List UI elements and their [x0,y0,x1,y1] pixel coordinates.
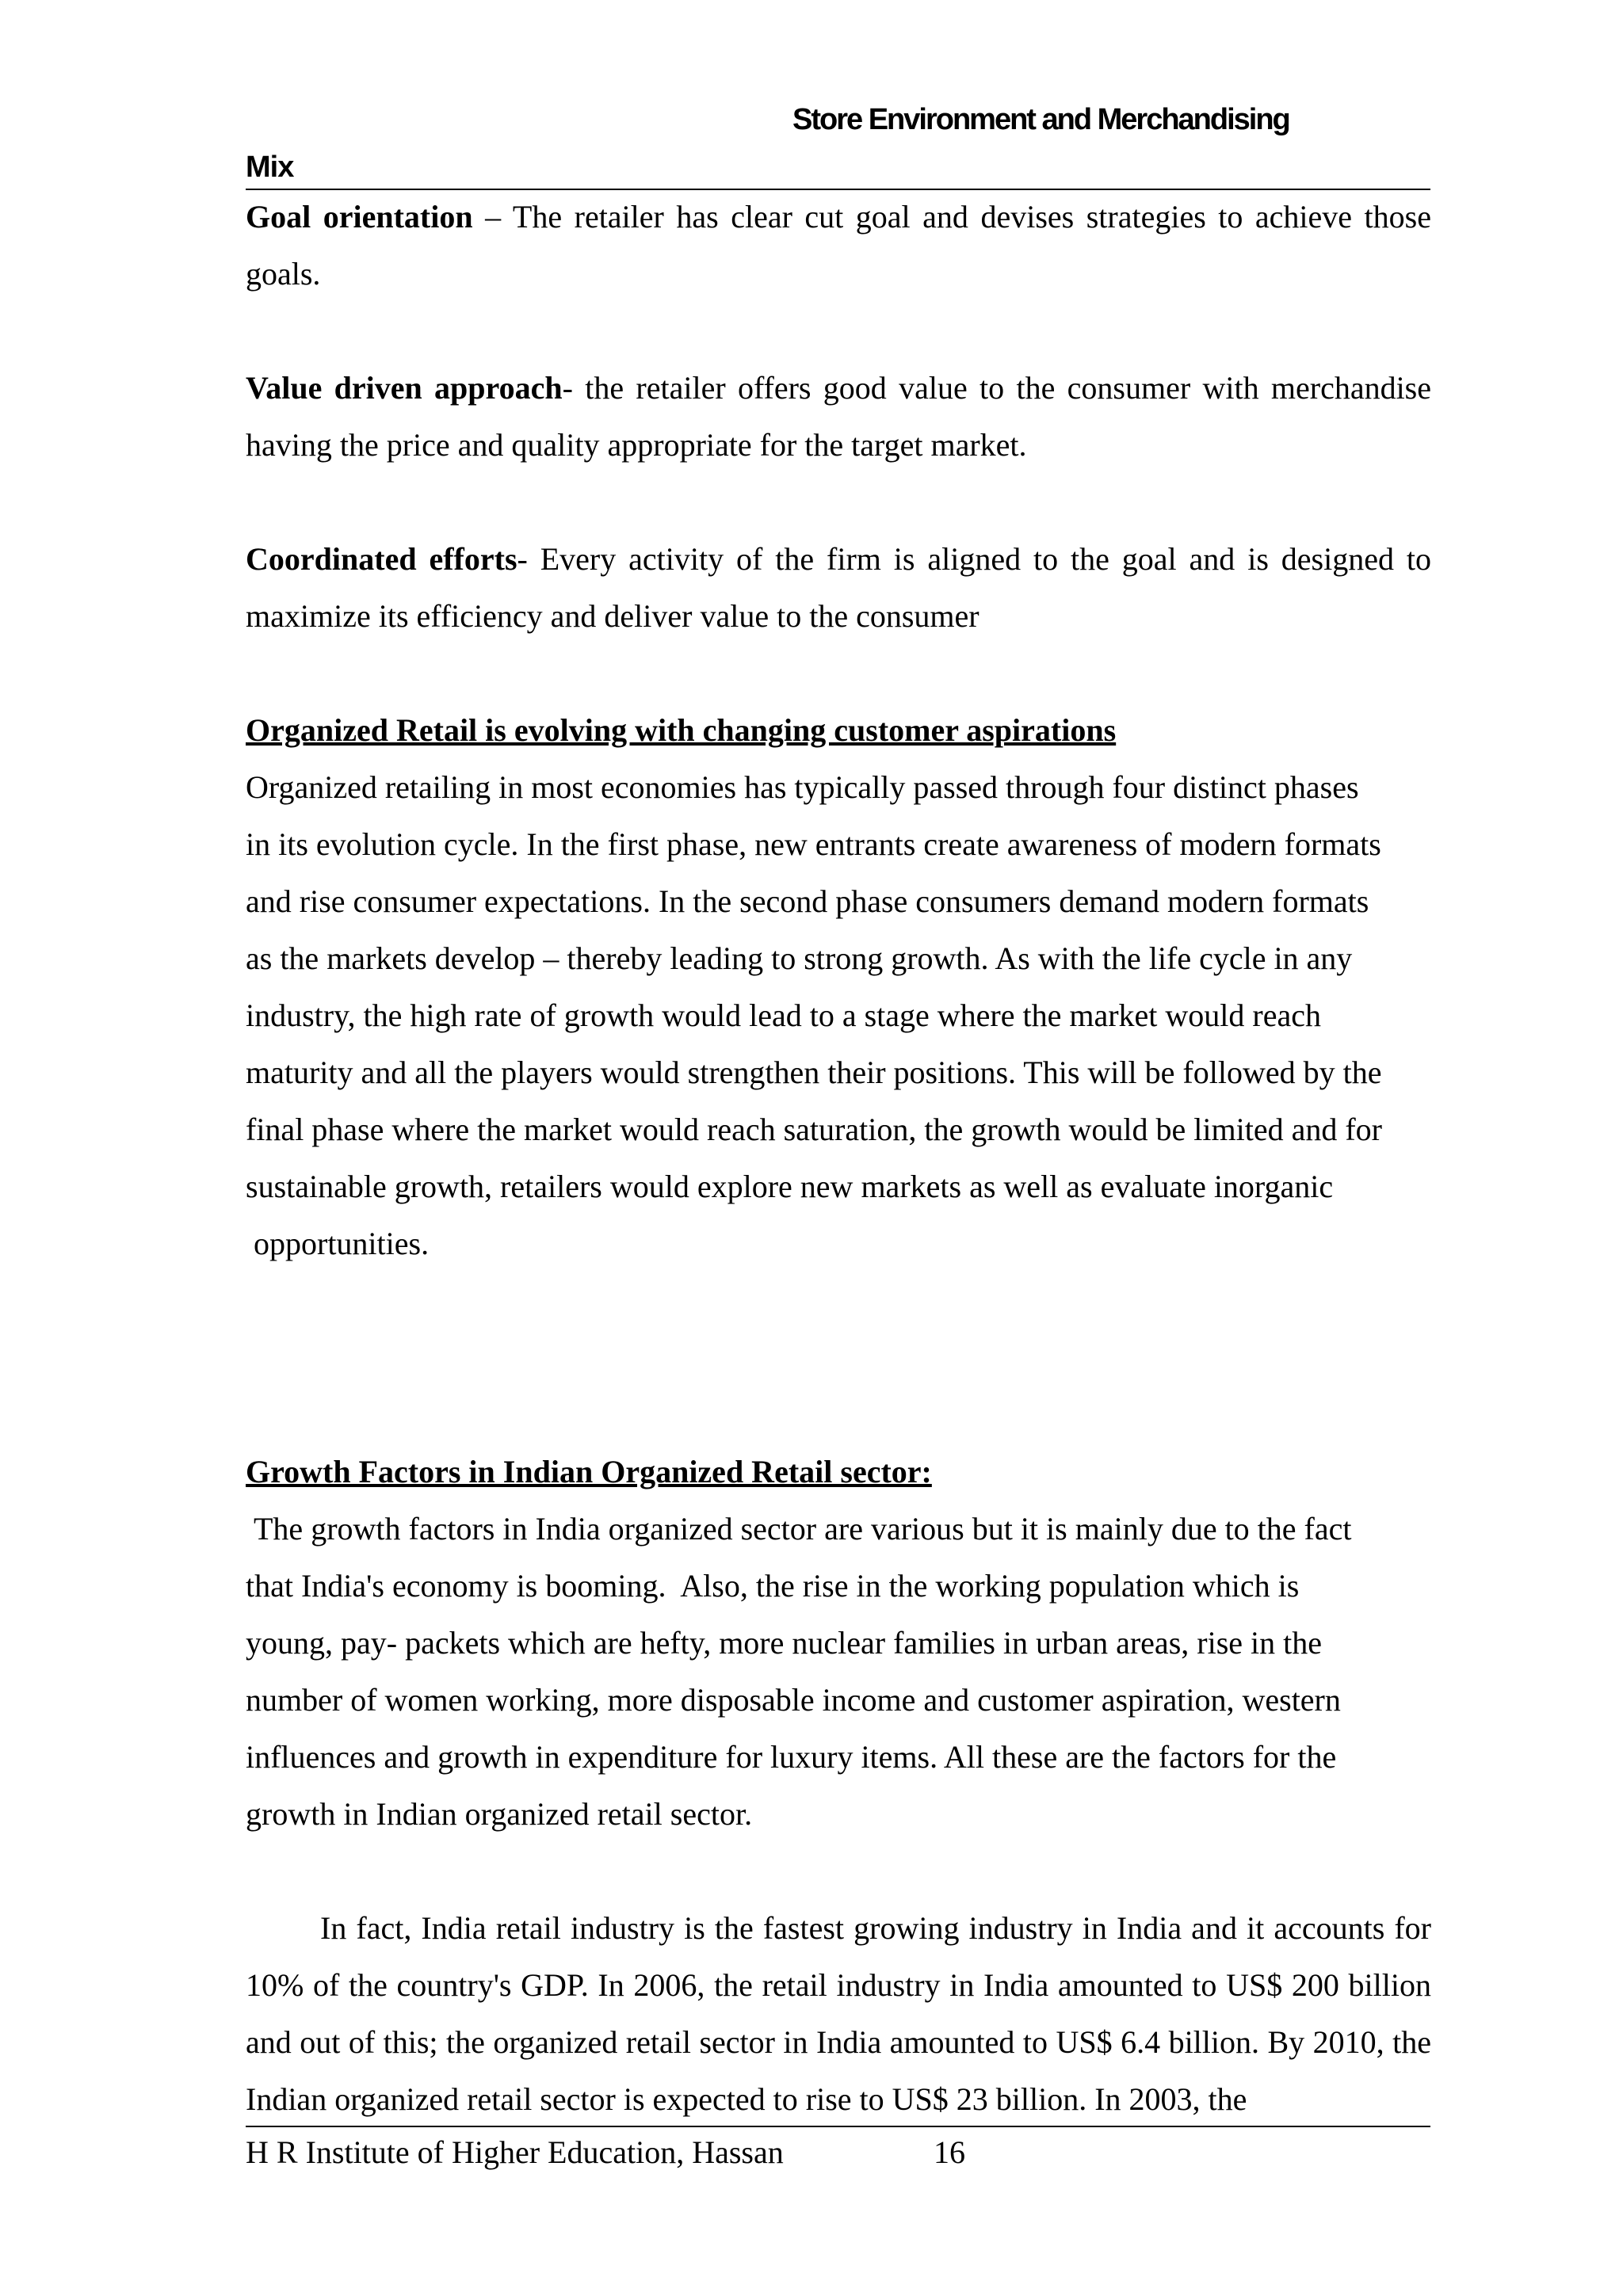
definition-value-driven: - the retailer offers good value to the consumer with merchandise having the price and quality appropriate for the target market. [246,370,1432,463]
text-line: Organized retailing in most economies has typically passed through four distinct phases [246,769,1359,805]
paragraph-goal-orientation [246,189,1431,303]
body-content [246,189,1431,2128]
text-line: The growth factors in India organized sector are various but it is mainly due to the fact [246,1511,1352,1547]
text-line: that India's economy is booming. Also, the rise in the working population which is [246,1568,1300,1604]
running-header-title: Store Environment and Merchandising [792,103,1289,136]
paragraph-coordinated-efforts [246,531,1431,645]
text-line: maturity and all the players would strengthen their positions. This will be followed by the [246,1055,1382,1090]
text-line: growth in Indian organized retail sector. [246,1796,753,1832]
page-number: 16 [934,2134,965,2170]
text-line: and rise consumer expectations. In the second phase consumers demand modern formats [246,883,1369,919]
running-header-title-continued: Mix [246,151,294,184]
section-heading-growth-factors: Growth Factors in Indian Organized Retail sector: [246,1454,932,1489]
text-line: number of women working, more disposable income and customer aspiration, western [246,1682,1341,1718]
text-line: influences and growth in expenditure for luxury items. All these are the factors for the [246,1739,1337,1775]
paragraph-value-driven [246,360,1431,474]
text-line: as the markets develop – thereby leading to strong growth. As with the life cycle in any [246,940,1353,976]
term-goal-orientation: Goal orientation [246,199,473,235]
definition-goal-orientation: – The retailer has clear cut goal and devises strategies to achieve those goals. [246,199,1431,292]
paragraph-evolving [246,759,1431,1272]
term-coordinated-efforts: Coordinated efforts [246,541,517,577]
text-line: industry, the high rate of growth would lead to a stage where the market would reach [246,997,1321,1033]
definition-coordinated-efforts: - Every activity of the firm is aligned to the goal and is designed to maximize its efficiency and deliver value to the consumer [246,541,1431,634]
text-line: sustainable growth, retailers would explore new markets as well as evaluate inorganic [246,1169,1334,1204]
paragraph-retail-industry-fact: In fact, India retail industry is the fastest growing industry in India and it accounts for 10% of the country's GDP. In 2006, the retail industry in India amounted to US$ 200 billion and out of this; the organized retail sector in India amounted to US$ 6.4 billion. By 2010, the Indian organized retail sector is expected to rise to US$ 23 billion. In 2003, the [246,1910,1431,2117]
text-line: opportunities. [246,1226,430,1261]
paragraph-growth-factors [246,1501,1431,1843]
footer-institute: H R Institute of Higher Education, Hassan [246,2134,784,2170]
text-line: final phase where the market would reach saturation, the growth would be limited and for [246,1112,1382,1147]
text-line: young, pay- packets which are hefty, more nuclear families in urban areas, rise in the [246,1625,1322,1661]
section-heading-evolving: Organized Retail is evolving with changing customer aspirations [246,712,1117,748]
term-value-driven: Value driven approach [246,370,563,406]
text-line: in its evolution cycle. In the first phase, new entrants create awareness of modern formats [246,826,1381,862]
